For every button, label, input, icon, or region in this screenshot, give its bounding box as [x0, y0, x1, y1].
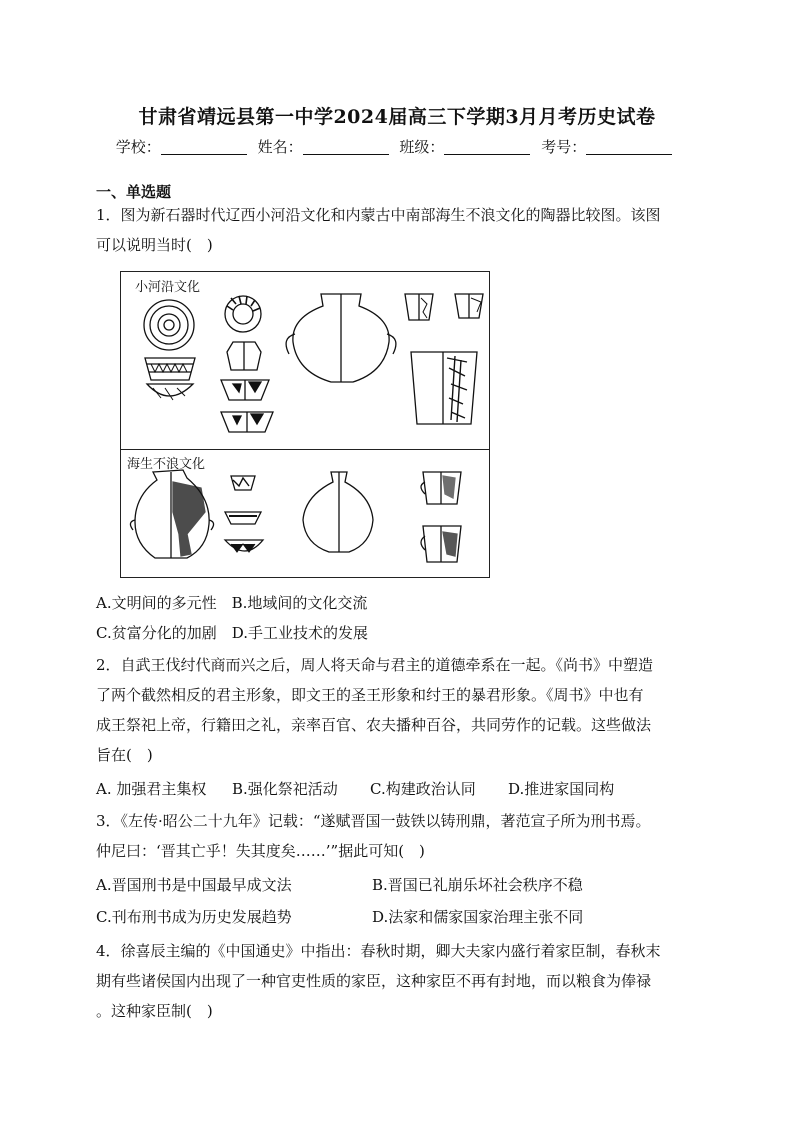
- q4-line-3: 。这种家臣制( ): [96, 1002, 213, 1020]
- school-blank[interactable]: [161, 140, 247, 155]
- q3-option-c: C.刊布刑书成为历史发展趋势: [96, 908, 292, 926]
- painted-jar-icon: [130, 470, 213, 558]
- triangle-bowl-icon: [221, 380, 269, 400]
- q2-option-b: B.强化祭祀活动: [232, 780, 338, 798]
- q2-option-a: A. 加强君主集权: [96, 780, 207, 798]
- q2-line-4: 旨在( ): [96, 746, 153, 764]
- q3-option-b: B.晋国已礼崩乐坏社会秩序不稳: [372, 876, 583, 894]
- tall-beaker-icon: [411, 352, 477, 424]
- exam-title: 甘肃省靖远县第一中学2024届高三下学期3月月考历史试卷: [138, 106, 656, 128]
- caption-xiaoheyan: 小河沿文化: [135, 280, 201, 295]
- class-blank[interactable]: [444, 140, 530, 155]
- question-1-stem: [96, 200, 700, 260]
- q1-options-row-1: A.文明间的多元性 B.地域间的文化交流: [96, 594, 368, 612]
- q2-option-d: D.推进家国同构: [508, 780, 615, 798]
- exam-number-label: 考号：: [541, 138, 587, 156]
- q2-line-2: 了两个截然相反的君主形象，即文王的圣王形象和纣王的暴君形象。《周书》中也有: [96, 686, 644, 704]
- patterned-bowl-icon: [145, 358, 195, 400]
- q1-line-1: 1．图为新石器时代辽西小河沿文化和内蒙古中南部海生不浪文化的陶器比较图。该图: [96, 206, 661, 224]
- q1-options-row-2: C.贫富分化的加剧 D.手工业技术的发展: [96, 624, 368, 642]
- q2-option-c: C.构建政治认同: [370, 780, 476, 798]
- pottery-comparison-figure: [120, 271, 490, 578]
- q3-line-2: 仲尼曰：‘晋其亡乎！失其度矣……’”据此可知( ): [96, 842, 425, 860]
- student-info-line: [0, 136, 794, 157]
- q4-line-2: 期有些诸侯国内出现了一种官吏性质的家臣，这种家臣不再有封地，而以粮食为俸禄: [96, 972, 652, 990]
- small-cup-1-icon: [405, 294, 433, 320]
- plain-jar-icon: [303, 472, 373, 552]
- q1-line-2: 可以说明当时( ): [96, 236, 213, 254]
- q4-line-1: 4．徐喜辰主编的《中国通史》中指出：春秋时期，卿大夫家内盛行着家臣制，春秋末: [96, 942, 661, 960]
- name-blank[interactable]: [303, 140, 389, 155]
- question-3-stem: [96, 806, 700, 866]
- q3-option-a: A.晋国刑书是中国最早成文法: [96, 876, 292, 894]
- pottery-drawings: [121, 272, 489, 577]
- triangle-bowl-2-icon: [221, 412, 273, 432]
- q2-options: [96, 778, 614, 799]
- small-jar-icon: [227, 342, 261, 370]
- patterned-cup-2-icon: [421, 526, 461, 562]
- section-heading: 一、单选题: [96, 183, 172, 201]
- q3-options-row-2: [96, 906, 583, 927]
- ring-vessel-icon: [225, 296, 261, 332]
- patterned-cup-1-icon: [421, 472, 461, 504]
- q3-option-d: D.法家和儒家国家治理主张不同: [372, 908, 584, 926]
- name-label: 姓名：: [257, 138, 303, 156]
- q2-line-3: 成王祭祀上帝，行籍田之礼，亲率百官、农夫播种百谷，共同劳作的记载。这些做法: [96, 716, 652, 734]
- q3-line-1: 3．《左传·昭公二十九年》记载：“遂赋晋国一鼓铁以铸刑鼎，著范宣子所为刑书焉。: [96, 812, 651, 830]
- exam-number-blank[interactable]: [586, 140, 672, 155]
- class-label: 班级：: [399, 138, 445, 156]
- plate-top-view-icon: [144, 300, 194, 350]
- question-2-stem: [96, 650, 700, 770]
- small-cup-2-icon: [455, 294, 483, 318]
- small-bowls-icon: [225, 476, 263, 552]
- q2-line-1: 2．自武王伐纣代商而兴之后，周人将天命与君主的道德牵系在一起。《尚书》中塑造: [96, 656, 654, 674]
- q3-options-row-1: [96, 874, 583, 895]
- question-4-stem: [96, 936, 700, 1026]
- large-jar-icon: [286, 294, 396, 382]
- school-label: 学校：: [115, 138, 161, 156]
- caption-haishengbulang: 海生不浪文化: [127, 457, 206, 472]
